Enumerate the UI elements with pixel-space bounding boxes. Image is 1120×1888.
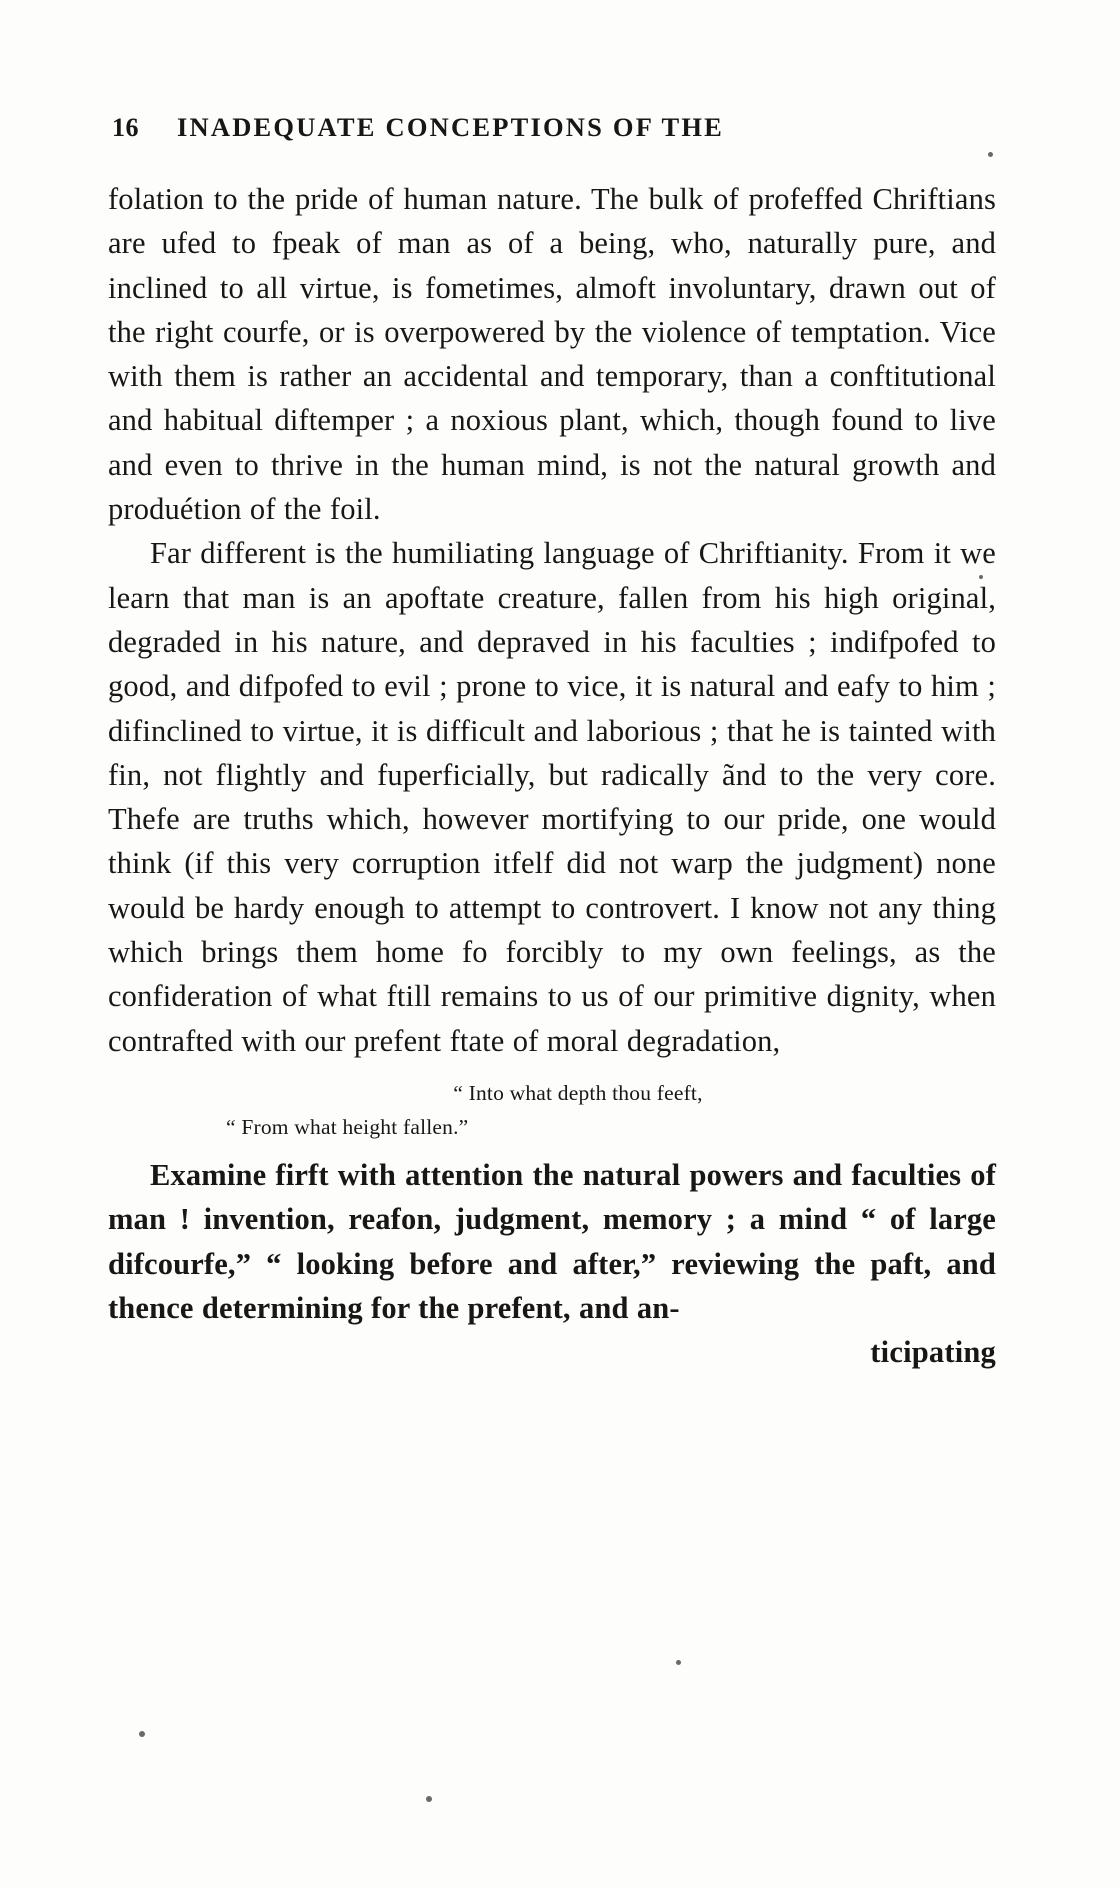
paragraph-2: Far different is the humiliating language of Chriftianity. From it we learn that man is an apoftate creature, fallen from his high original, degraded in his nature, and depraved in his faculties ; indifpofed to good, and difpofed to evil ; prone to vice, it is natural and eafy to him ; difinclined to virtue, it is difficult and laborious ; that he is tainted with fin, not flightly and fuperficially, but radically ãnd to the very core. Thefe are truths which, however mortifying to our pride, one would think (if this very corruption itfelf did not warp the judgment) none would be hardy enough to attempt to controvert. I know not any thing which brings them home fo forcibly to my own feelings, as the confideration of what ftill remains to us of our primitive dignity, when contrafted with our prefent ftate of moral degradation, <box>108 536 996 1058</box>
quote-line-1: “ Into what depth thou feeft, <box>453 1080 703 1105</box>
page-speck <box>139 1731 145 1737</box>
page-content <box>108 112 996 1374</box>
catchword: ticipating <box>870 1335 996 1370</box>
running-head: INADEQUATE CONCEPTIONS OF THE <box>177 112 725 142</box>
page-speck <box>426 1796 432 1802</box>
quote-line-2: “ From what height fallen.” <box>226 1114 469 1139</box>
paragraph-1: folation to the pride of human nature. The bulk of profeffed Chriftians are ufed to fpeak of man as of a being, who, naturally pure, and inclined to all virtue, is fometimes, almoft involuntary, drawn out of the right courfe, or is overpowered by the violence of temptation. Vice with them is rather an accidental and temporary, than a conftitutional and habitual diftemper ; a noxious plant, which, though found to live and even to thrive in the human mind, is not the natural growth and produétion of the foil. <box>108 182 996 527</box>
block-quote <box>108 1077 996 1143</box>
page-header <box>108 112 996 143</box>
page-number: 16 <box>112 113 139 142</box>
paragraph-3: Examine firft with attention the natural powers and faculties of man ! invention, reafon, judgment, memory ; a mind “ of large difcourfe,” “ looking before and after,” reviewing the paft, and thence determining for the prefent, and an- <box>108 1157 996 1325</box>
page-speck <box>676 1660 681 1665</box>
